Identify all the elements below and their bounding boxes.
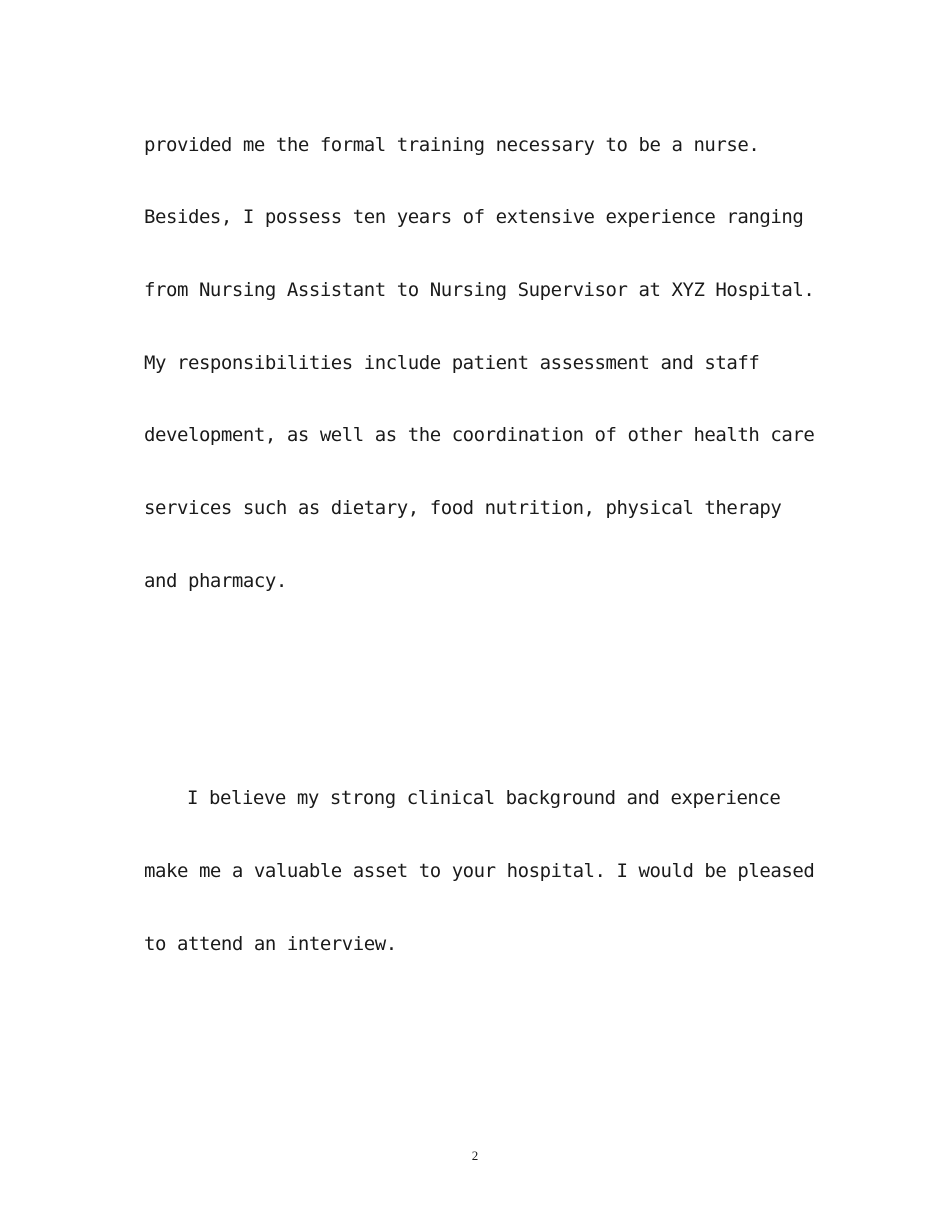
paragraph-line: My responsibilities include patient assessment and staff — [144, 352, 760, 374]
paragraph-line: Besides, I possess ten years of extensive experience ranging — [144, 206, 804, 228]
paragraph-line: provided me the formal training necessary to be a nurse. — [144, 134, 760, 156]
paragraph-line: make me a valuable asset to your hospital. I would be pleased — [144, 860, 815, 882]
paragraph-line: development, as well as the coordination of other health care — [144, 424, 815, 446]
page-number: 2 — [471, 1148, 479, 1163]
paragraph-line: services such as dietary, food nutrition, physical therapy — [144, 497, 782, 519]
paragraph-line: I believe my strong clinical background and experience — [187, 787, 781, 809]
paragraph-line: and pharmacy. — [144, 570, 287, 592]
paragraph-line: to attend an interview. — [144, 933, 397, 955]
paragraph-line: from Nursing Assistant to Nursing Supervisor at XYZ Hospital. — [144, 279, 815, 301]
